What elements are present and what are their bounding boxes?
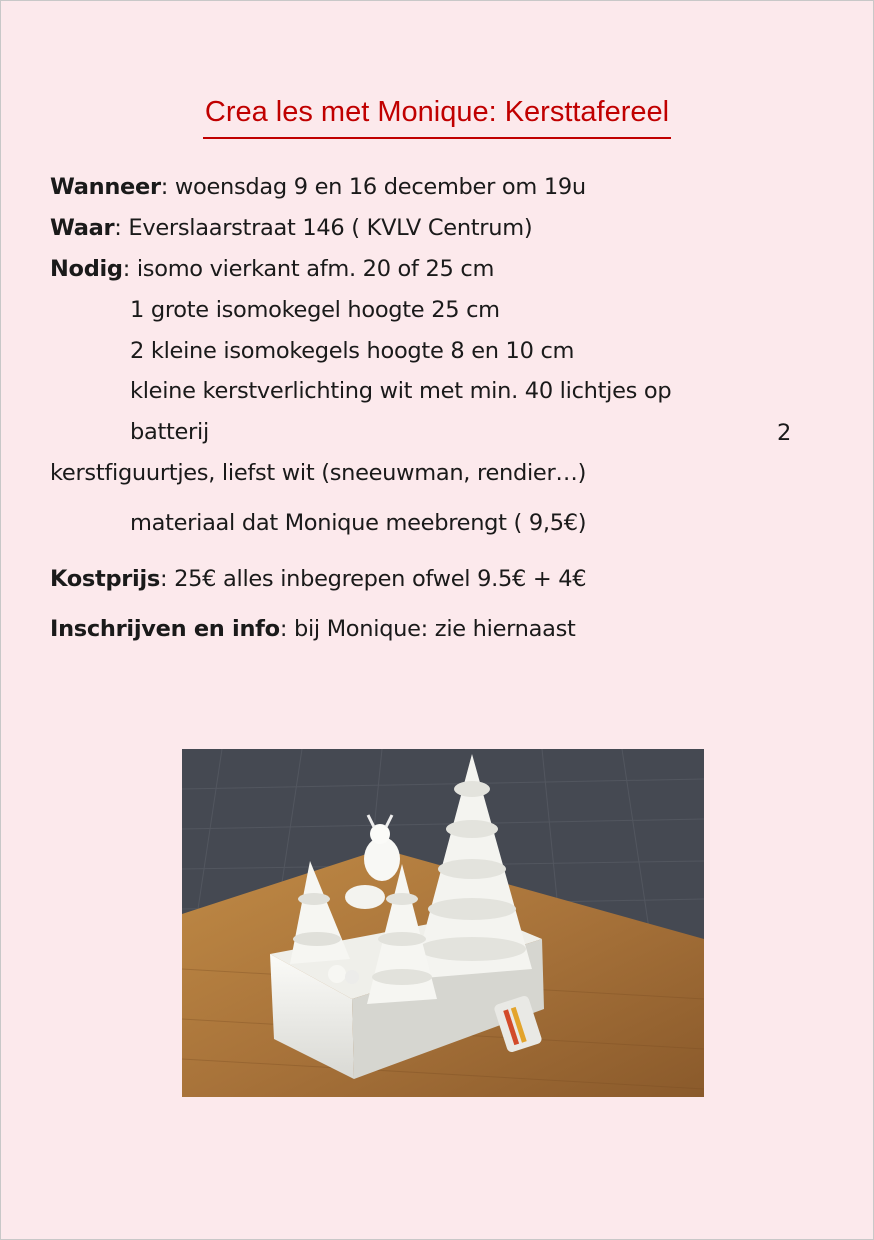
christmas-scene-photo bbox=[182, 749, 704, 1097]
waar-label: Waar bbox=[50, 215, 115, 241]
document-title bbox=[0, 96, 874, 139]
nodig-item: kleine kerstverlichting wit met min. 40 lichtjes op bbox=[130, 378, 672, 404]
waar-line bbox=[50, 215, 532, 241]
nodig-item: batterij bbox=[130, 419, 209, 445]
nodig-item: kerstfiguurtjes, liefst wit (sneeuwman, rendier…) bbox=[50, 460, 587, 486]
kostprijs-label: Kostprijs bbox=[50, 566, 160, 592]
nodig-item: materiaal dat Monique meebrengt ( 9,5€) bbox=[130, 510, 587, 536]
inschrijven-label: Inschrijven en info bbox=[50, 616, 280, 642]
inschrijven-line bbox=[50, 616, 576, 642]
nodig-label: Nodig bbox=[50, 256, 123, 282]
wanneer-line bbox=[50, 174, 586, 200]
inschrijven-value: : bij Monique: zie hiernaast bbox=[279, 616, 576, 642]
wanneer-value: : woensdag 9 en 16 december om 19u bbox=[160, 174, 586, 200]
christmas-scene-illustration bbox=[182, 749, 704, 1097]
nodig-line bbox=[50, 256, 494, 282]
document-title-text: Crea les met Monique: Kersttafereel bbox=[203, 96, 671, 139]
kostprijs-line bbox=[50, 566, 586, 592]
waar-value: : Everslaarstraat 146 ( KVLV Centrum) bbox=[114, 215, 533, 241]
nodig-item-number: 2 bbox=[777, 420, 792, 446]
kostprijs-value: : 25€ alles inbegrepen ofwel 9.5€ + 4€ bbox=[159, 566, 587, 592]
nodig-value: : isomo vierkant afm. 20 of 25 cm bbox=[122, 256, 495, 282]
wanneer-label: Wanneer bbox=[50, 174, 161, 200]
nodig-item: 1 grote isomokegel hoogte 25 cm bbox=[130, 297, 500, 323]
nodig-item: 2 kleine isomokegels hoogte 8 en 10 cm bbox=[130, 338, 575, 364]
